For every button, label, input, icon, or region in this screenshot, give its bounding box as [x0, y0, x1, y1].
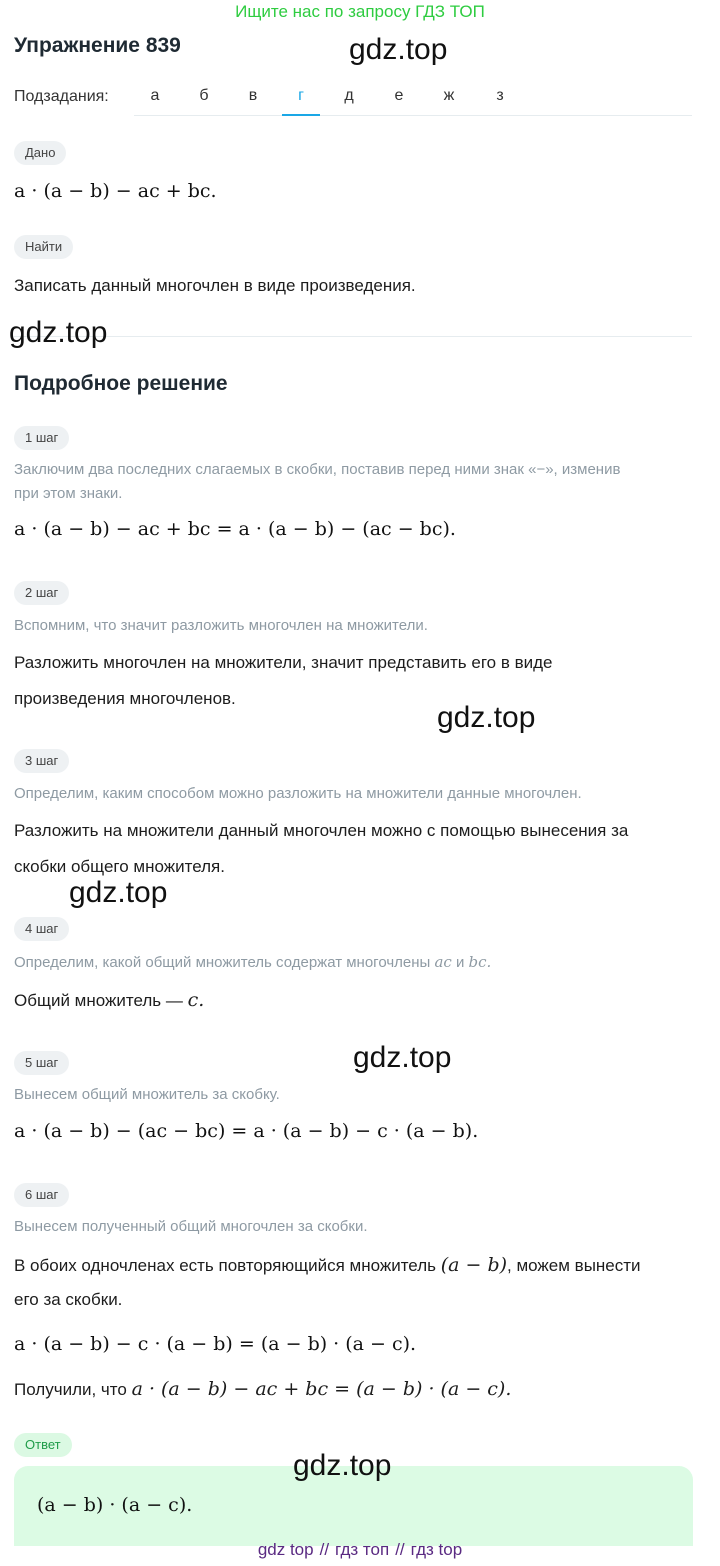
given-expression: a · (a − b) − ac + bc.	[14, 180, 217, 202]
watermark: gdz.top	[9, 316, 108, 349]
given-badge: Дано	[14, 141, 66, 165]
step-4-text-prefix: Общий множитель —	[14, 991, 188, 1010]
step-5-hint: Вынесем общий множитель за скобку.	[14, 1086, 280, 1103]
footer-link-gdz-top-mixed[interactable]: гдз top	[410, 1540, 463, 1559]
step-1-hint-cont: при этом знаки.	[14, 485, 123, 502]
page-title: Упражнение 839	[14, 34, 181, 57]
step-2-text: Разложить многочлен на множители, значит представить его в виде	[14, 653, 553, 672]
step-6-text-math: (a − b)	[440, 1254, 508, 1276]
answer-badge: Ответ	[14, 1433, 72, 1457]
divider	[14, 336, 692, 337]
search-banner: Ищите нас по запросу ГДЗ ТОП	[235, 2, 485, 21]
step-3-badge: 3 шаг	[14, 749, 69, 773]
tab-b[interactable]: б	[199, 87, 209, 104]
step-6-text-cont: его за скобки.	[14, 1290, 123, 1309]
step-4-hint-ac: ac	[434, 953, 452, 971]
step-6-badge: 6 шаг	[14, 1183, 69, 1207]
watermark: gdz.top	[437, 701, 536, 734]
step-6-result-math: a · (a − b) − ac + bc = (a − b) · (a − c).	[131, 1378, 512, 1400]
step-4-hint-bc: bc.	[468, 953, 492, 971]
step-1-math: a · (a − b) − ac + bc = a · (a − b) − (ac − bc).	[14, 518, 456, 540]
step-4-hint-text: Определим, какой общий множитель содержат многочлены	[14, 954, 435, 971]
footer-links	[0, 1540, 720, 1560]
watermark: gdz.top	[69, 876, 168, 909]
step-6-result	[14, 1378, 511, 1400]
step-4-text-var: c.	[187, 989, 205, 1011]
find-badge: Найти	[14, 235, 73, 259]
step-3-text-cont: скобки общего множителя.	[14, 857, 225, 876]
subtasks-tabs	[134, 80, 692, 116]
tab-zh[interactable]: ж	[443, 87, 455, 104]
step-5-badge: 5 шаг	[14, 1051, 69, 1075]
step-3-text: Разложить на множители данный многочлен можно с помощью вынесения за	[14, 821, 629, 840]
tab-g[interactable]: г	[282, 80, 320, 116]
step-4-badge: 4 шаг	[14, 917, 69, 941]
find-text: Записать данный многочлен в виде произведения.	[14, 276, 416, 295]
step-2-badge: 2 шаг	[14, 581, 69, 605]
step-2-text-cont: произведения многочленов.	[14, 689, 236, 708]
tab-v[interactable]: в	[248, 87, 258, 104]
footer-link-gdz-top[interactable]: gdz top	[257, 1540, 314, 1559]
step-4-text	[14, 989, 204, 1011]
watermark: gdz.top	[349, 33, 448, 66]
step-5-math: a · (a − b) − (ac − bc) = a · (a − b) − c · (a − b).	[14, 1120, 479, 1142]
footer-separator: //	[319, 1540, 330, 1559]
tab-a[interactable]: а	[150, 87, 160, 104]
step-6-text-suffix: , можем вынести	[507, 1256, 641, 1275]
footer-link-gdz-top-ru[interactable]: гдз топ	[335, 1540, 390, 1559]
step-6-hint: Вынесем полученный общий многочлен за скобки.	[14, 1218, 368, 1235]
tab-z[interactable]: з	[496, 87, 504, 104]
step-1-badge: 1 шаг	[14, 426, 69, 450]
watermark: gdz.top	[293, 1449, 392, 1482]
step-4-hint	[14, 950, 491, 975]
step-1-hint: Заключим два последних слагаемых в скобки, поставив перед ними знак «−», изменив	[14, 461, 621, 478]
step-6-text	[14, 1254, 641, 1276]
step-3-hint: Определим, каким способом можно разложить на множители данные многочлен.	[14, 785, 582, 802]
watermark: gdz.top	[353, 1041, 452, 1074]
footer-separator: //	[395, 1540, 405, 1559]
step-6-math: a · (a − b) − c · (a − b) = (a − b) · (a − c).	[14, 1333, 417, 1355]
solution-title: Подробное решение	[14, 372, 228, 395]
subtasks-label: Подзадания:	[14, 88, 109, 105]
step-6-text-prefix: В обоих одночленах есть повторяющийся множитель	[14, 1256, 441, 1275]
tab-e[interactable]: е	[394, 87, 404, 104]
answer-math: (a − b) · (a − c).	[37, 1494, 193, 1516]
step-4-hint-and: и	[451, 954, 469, 971]
step-2-hint: Вспомним, что значит разложить многочлен на множители.	[14, 617, 428, 634]
step-6-result-prefix: Получили, что	[14, 1380, 132, 1399]
tab-d[interactable]: д	[344, 87, 354, 104]
